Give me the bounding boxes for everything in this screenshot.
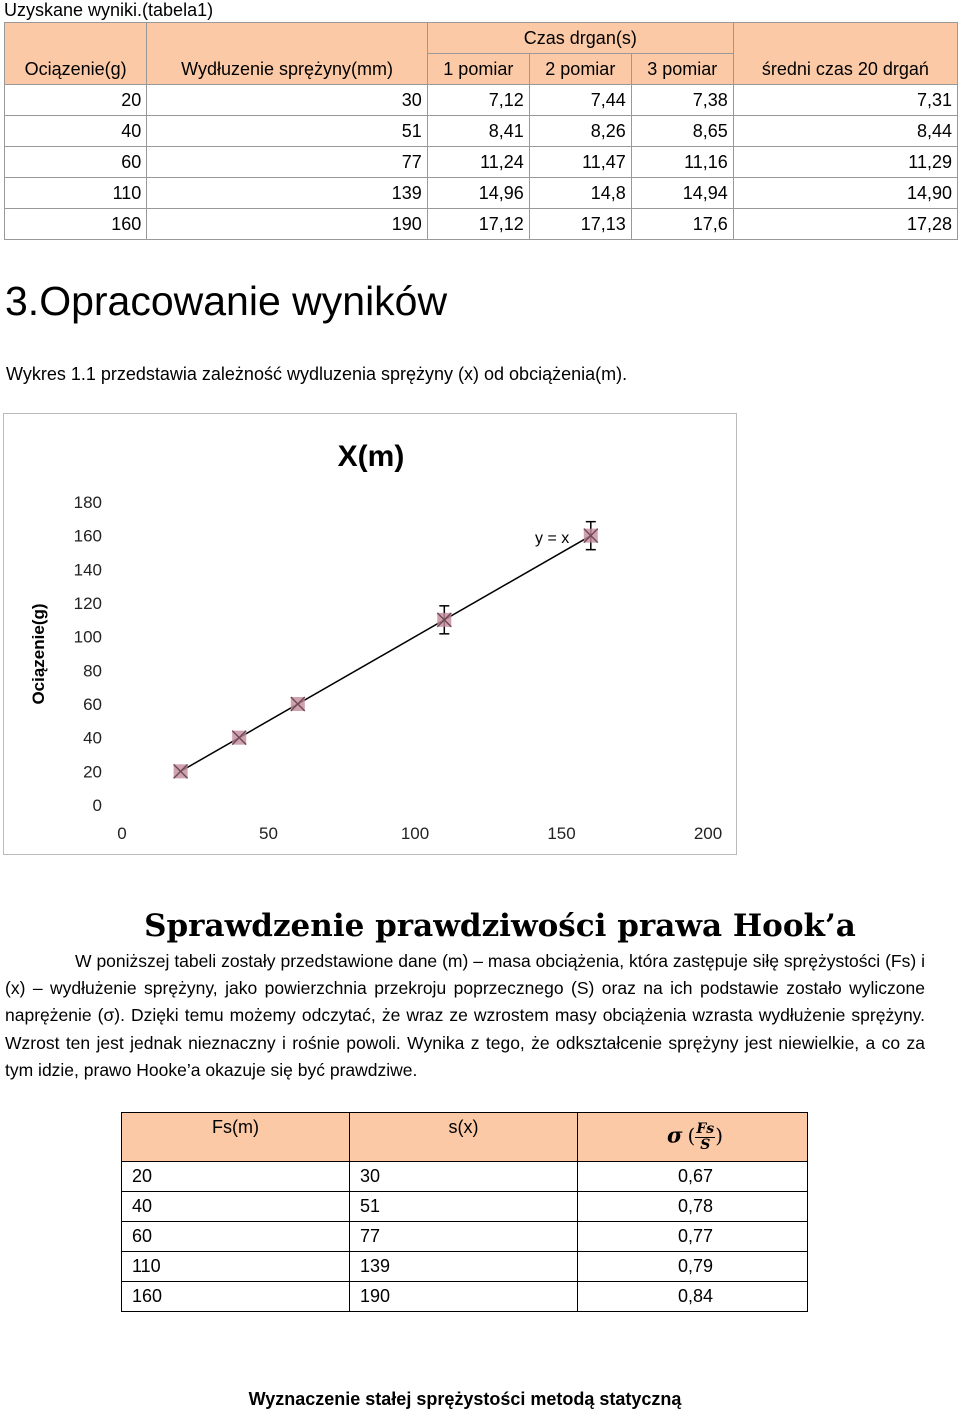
y-tick-label: 60 xyxy=(83,695,102,714)
y-tick-label: 40 xyxy=(83,728,102,748)
table-cell: 7,38 xyxy=(631,85,733,116)
col-header-extension: s(x) xyxy=(350,1113,578,1162)
y-tick-label: 140 xyxy=(73,560,102,580)
y-tick-label: 100 xyxy=(73,627,102,647)
paragraph-text: W poniższej tabeli zostały przedstawione dane (m) – masa obciążenia, która zastępuje siłę sprężystości (Fs) i (x) – wydłużenie sprężyny, jako powierzchnia przekroju poprzecznego (S) oraz na ich podstawie zostało wyliczone naprężenie (σ). Dzięki temu możemy odczytać, że wraz ze wzrostem masy obciążenia wzrasta wydłużenie sprężyny. Wzrost ten jest jednak nieznaczny i rośnie powoli. Wynika z tego, że odkształcenie sprężyny jest niewielkie, a co za tym idzie, prawo Hooke’a okazuje się być prawdziwe. xyxy=(5,951,925,1080)
table-cell: 17,6 xyxy=(631,209,733,240)
col-header-group-time: Czas drgan(s) xyxy=(427,23,733,54)
table-row xyxy=(5,178,958,209)
x-tick-label: 200 xyxy=(693,824,723,843)
stress-table xyxy=(121,1112,808,1312)
intro-text: Wykres 1.1 przedstawia zależność wydluzenia sprężyny (x) od obciążenia(m). xyxy=(6,364,628,384)
table-cell: 8,26 xyxy=(529,116,631,147)
table-cell: 11,29 xyxy=(733,147,957,178)
table-row xyxy=(122,1222,808,1252)
col-header-mean: średni czas 20 drgań xyxy=(733,23,957,85)
body-paragraph xyxy=(5,948,925,1084)
table-row xyxy=(122,1252,808,1282)
table-cell: 14,96 xyxy=(427,178,529,209)
table-cell: 60 xyxy=(5,147,147,178)
y-axis-label: Ociązenie(g) xyxy=(29,603,48,705)
table-cell: 77 xyxy=(350,1222,578,1252)
table-cell: 110 xyxy=(5,178,147,209)
fraction-denominator: S xyxy=(700,1136,711,1153)
table-cell: 17,12 xyxy=(427,209,529,240)
fraction-numerator: Fs xyxy=(696,1120,715,1137)
table-cell: 8,44 xyxy=(733,116,957,147)
header-line: Uzyskane wyniki.(tabela1) xyxy=(4,0,214,20)
table-cell: 7,44 xyxy=(529,85,631,116)
results-table xyxy=(4,22,958,240)
col-header-trial-2: 2 pomiar xyxy=(529,54,631,85)
table-cell: 40 xyxy=(5,116,147,147)
table-cell: 14,94 xyxy=(631,178,733,209)
y-tick-label: 160 xyxy=(73,526,102,546)
table-cell: 17,13 xyxy=(529,209,631,240)
table-cell: 14,90 xyxy=(733,178,957,209)
table-row xyxy=(122,1282,808,1312)
table-cell: 14,8 xyxy=(529,178,631,209)
col-header-load: Ociązenie(g) xyxy=(5,23,147,85)
sigma-symbol: σ xyxy=(667,1121,683,1147)
table-cell: 51 xyxy=(147,116,428,147)
col-header-trial-1: 1 pomiar xyxy=(427,54,529,85)
y-tick-label: 180 xyxy=(73,493,102,512)
table-cell: 190 xyxy=(350,1282,578,1312)
scatter-chart xyxy=(4,414,736,854)
col-header-trial-3: 3 pomiar xyxy=(631,54,733,85)
table-cell: 60 xyxy=(122,1222,350,1252)
table-cell: 0,84 xyxy=(578,1282,808,1312)
table-cell: 7,31 xyxy=(733,85,957,116)
col-header-extension: Wydłuzenie sprężyny(mm) xyxy=(147,23,428,85)
chart-frame xyxy=(3,413,737,855)
hooke-heading: Sprawdzenie prawdziwości prawa Hook’a xyxy=(144,908,856,944)
table-header-row xyxy=(5,23,958,54)
table-cell: 8,65 xyxy=(631,116,733,147)
table-cell: 30 xyxy=(350,1162,578,1192)
col-header-force: Fs(m) xyxy=(122,1113,350,1162)
table-cell: 0,67 xyxy=(578,1162,808,1192)
table-row xyxy=(5,147,958,178)
table-cell: 17,28 xyxy=(733,209,957,240)
bottom-heading: Wyznaczenie stałej sprężystości metodą statyczną xyxy=(248,1389,682,1409)
table-cell: 40 xyxy=(122,1192,350,1222)
table-cell: 20 xyxy=(122,1162,350,1192)
table-cell: 160 xyxy=(5,209,147,240)
trendline-label: y = x xyxy=(535,530,570,547)
table-cell: 7,12 xyxy=(427,85,529,116)
table-cell: 20 xyxy=(5,85,147,116)
table-row xyxy=(122,1162,808,1192)
table-cell: 110 xyxy=(122,1252,350,1282)
table-cell: 0,78 xyxy=(578,1192,808,1222)
x-tick-label: 150 xyxy=(547,824,576,843)
table-cell: 11,24 xyxy=(427,147,529,178)
table-cell: 0,79 xyxy=(578,1252,808,1282)
x-tick-label: 0 xyxy=(117,824,127,843)
y-tick-label: 0 xyxy=(92,796,102,815)
y-tick-label: 20 xyxy=(83,762,102,782)
table-cell: 8,41 xyxy=(427,116,529,147)
table-cell: 139 xyxy=(147,178,428,209)
table-cell: 11,16 xyxy=(631,147,733,178)
table-cell: 160 xyxy=(122,1282,350,1312)
col-header-stress: σ ( $\frac{Fs}{S}$ ) xyxy=(578,1113,808,1162)
table-row xyxy=(5,85,958,116)
table-cell: 139 xyxy=(350,1252,578,1282)
table-cell: 11,47 xyxy=(529,147,631,178)
chart-title: X(m) xyxy=(337,440,405,473)
y-tick-label: 120 xyxy=(73,594,102,613)
x-tick-label: 50 xyxy=(259,824,278,843)
table-cell: 0,77 xyxy=(578,1222,808,1252)
section-title: 3.Opracowanie wyników xyxy=(5,278,448,324)
x-tick-label: 100 xyxy=(400,824,430,843)
table-row xyxy=(122,1192,808,1222)
table-cell: 190 xyxy=(147,209,428,240)
table-row xyxy=(5,209,958,240)
table-cell: 51 xyxy=(350,1192,578,1222)
table-row xyxy=(5,116,958,147)
table-header-row xyxy=(122,1113,808,1162)
table-cell: 30 xyxy=(147,85,428,116)
y-tick-label: 80 xyxy=(83,661,102,681)
table-cell: 77 xyxy=(147,147,428,178)
